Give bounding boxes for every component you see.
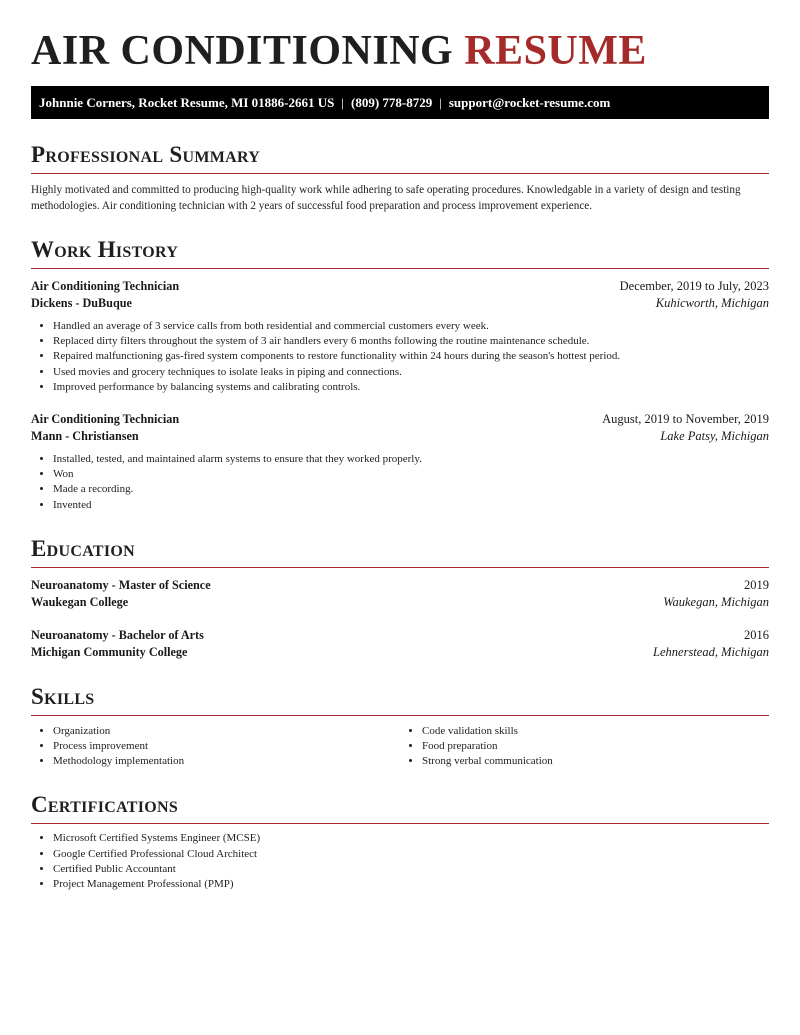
certifications-list (31, 831, 769, 892)
job-entry (31, 411, 769, 513)
job-dates: December, 2019 to July, 2023 (619, 279, 769, 293)
education-school: Waukegan College (31, 594, 129, 609)
job-bullet: • Handled an average of 3 service calls from both residential and commercial customers every week. (53, 319, 769, 334)
certifications-heading: Certifications (31, 792, 179, 818)
section-divider (31, 567, 769, 568)
job-company: Mann - Christiansen (31, 429, 139, 444)
job-location: Kuhicworth, Michigan (655, 296, 769, 310)
contact-address: Johnnie Corners, Rocket Resume, MI 01886-2661 US (39, 95, 335, 110)
skill-item: • Code validation skills (422, 724, 769, 739)
title-accent: RESUME (464, 28, 647, 74)
education-year: 2019 (744, 577, 769, 592)
education-location: Waukegan, Michigan (663, 594, 769, 609)
skill-item: • Strong verbal communication (422, 754, 769, 769)
work-history-heading: Work History (31, 237, 179, 262)
contact-separator: | (439, 95, 442, 110)
job-entry (31, 278, 769, 395)
resume-page (31, 0, 769, 892)
skills-heading: Skills (31, 683, 95, 709)
job-company: Dickens - DuBuque (31, 296, 132, 310)
education-entry (31, 577, 769, 611)
education-entry (31, 627, 769, 661)
summary-heading: Professional Summary (31, 142, 261, 167)
job-bullet: • Replaced dirty filters throughout the system of 3 air handlers every 6 months following the routine maintenance schedule. (53, 334, 769, 349)
education-year: 2016 (744, 627, 769, 642)
education-location: Lehnerstead, Michigan (653, 644, 769, 659)
job-location: Lake Patsy, Michigan (660, 429, 769, 444)
contact-phone: (809) 778-8729 (350, 95, 433, 110)
education-degree: Neuroanatomy - Master of Science (31, 577, 211, 592)
skills-list-left (31, 724, 400, 770)
contact-bar (31, 86, 769, 119)
job-bullet: • Used movies and grocery techniques to isolate leaks in piping and connections. (53, 365, 769, 380)
certification-item: • Microsoft Certified Systems Engineer (MCSE) (53, 831, 769, 846)
section-divider (31, 715, 769, 716)
job-bullet: • Invented (53, 498, 769, 513)
skill-item: • Process improvement (53, 739, 400, 754)
job-bullet: • Won (53, 467, 769, 482)
certification-item: • Certified Public Accountant (53, 862, 769, 877)
job-dates: August, 2019 to November, 2019 (602, 412, 769, 427)
certification-item: • Project Management Professional (PMP) (53, 877, 769, 892)
job-bullets (31, 452, 769, 513)
section-divider (31, 823, 769, 824)
skills-list-right (400, 724, 769, 770)
title-main: AIR CONDITIONING (31, 28, 454, 74)
job-bullet: • Repaired malfunctioning gas-fired system components to restore functionality within 24 hours during the season's hottest period. (53, 349, 769, 364)
job-bullet: • Improved performance by balancing systems and calibrating controls. (53, 380, 769, 395)
job-bullet: • Made a recording. (53, 482, 769, 497)
contact-email[interactable]: support@rocket-resume.com (448, 95, 611, 110)
summary-text: Highly motivated and committed to producing high-quality work while adhering to safe operating procedures. Knowledgable in a variety of design and testing methodologies. Air conditioning technician with 2 years of successful food preparation and process improvement experience. (31, 184, 741, 212)
education-heading: Education (31, 535, 135, 561)
job-title: Air Conditioning Technician (31, 412, 180, 427)
skill-item: • Methodology implementation (53, 754, 400, 769)
skill-item: • Food preparation (422, 739, 769, 754)
job-bullets (31, 319, 769, 395)
education-school: Michigan Community College (31, 644, 188, 659)
contact-separator: | (341, 95, 344, 110)
education-degree: Neuroanatomy - Bachelor of Arts (31, 627, 204, 642)
job-bullet: • Installed, tested, and maintained alarm systems to ensure that they worked properly. (53, 452, 769, 467)
skill-item: • Organization (53, 724, 400, 739)
job-title: Air Conditioning Technician (31, 279, 180, 293)
resume-title (31, 26, 769, 76)
section-divider (31, 173, 769, 174)
section-divider (31, 268, 769, 269)
skills-grid (31, 724, 769, 770)
certification-item: • Google Certified Professional Cloud Architect (53, 847, 769, 862)
